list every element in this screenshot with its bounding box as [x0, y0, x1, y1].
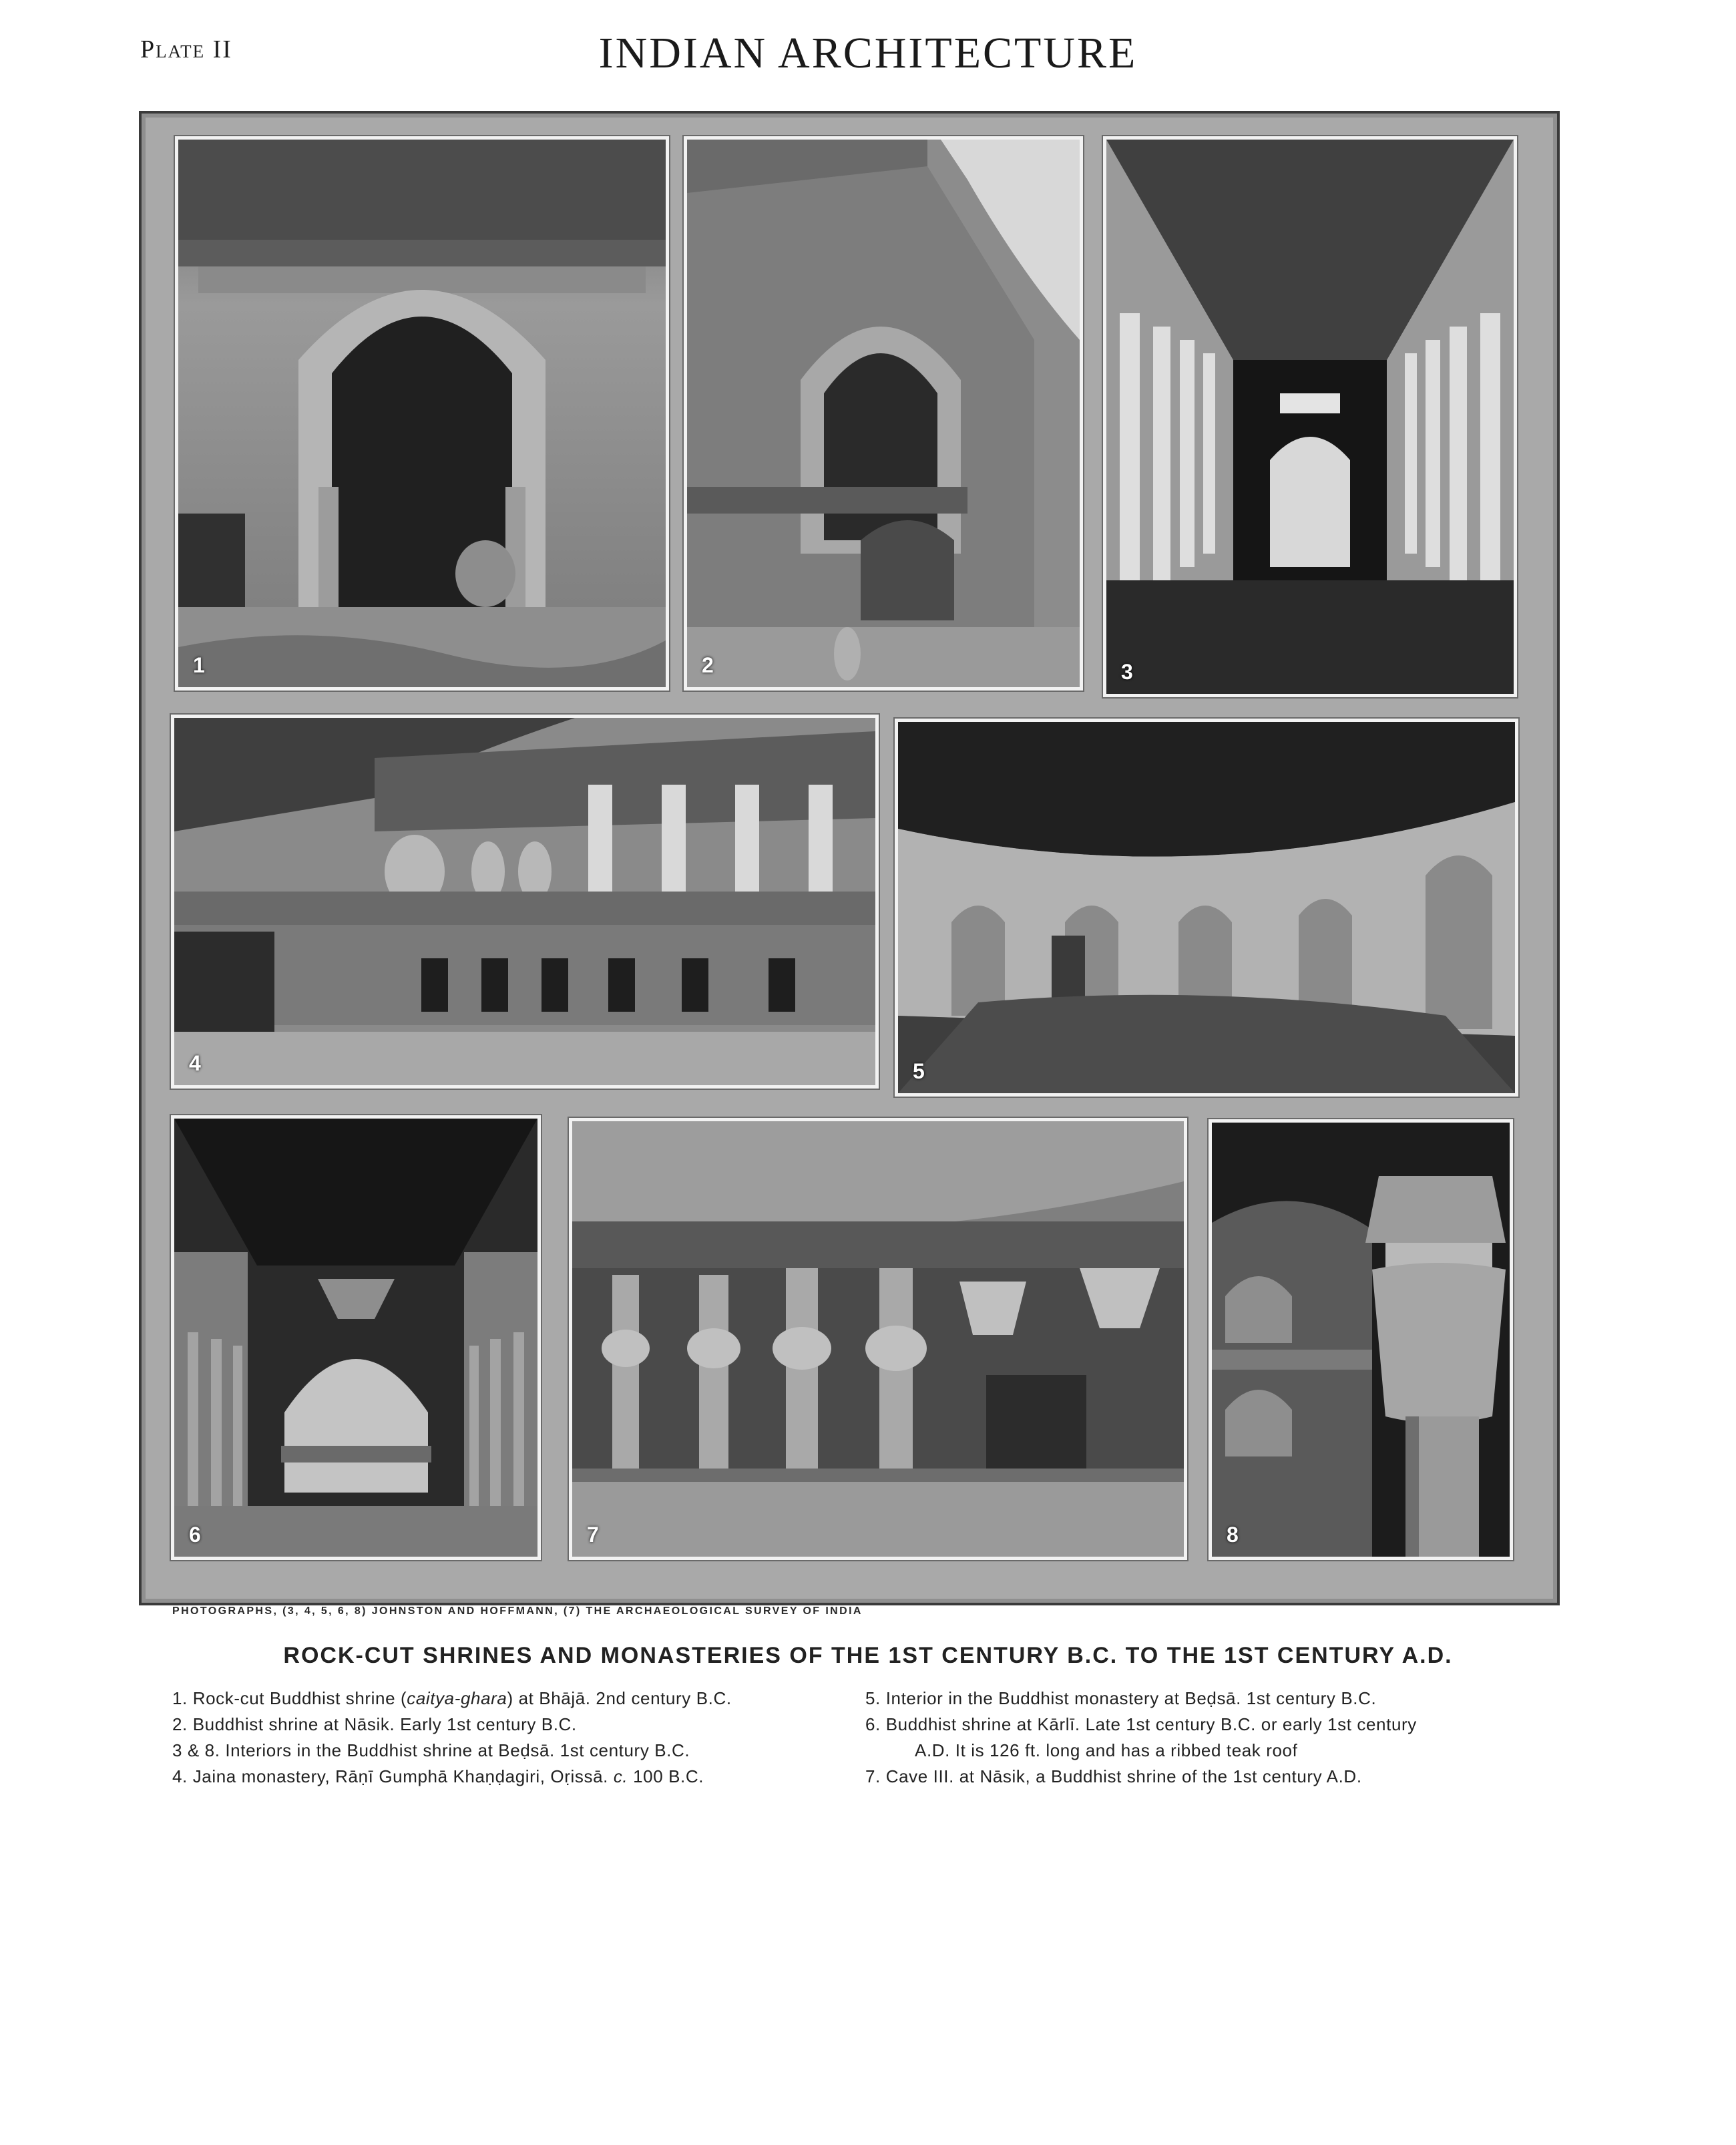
caption-3-8: 3 & 8. Interiors in the Buddhist shrine at Beḍsā. 1st century B.C. — [172, 1740, 690, 1760]
caitya-arch-facade-photo — [178, 140, 666, 687]
pillared-veranda-photo — [572, 1121, 1184, 1557]
photo-1 — [175, 136, 669, 691]
page-title: INDIAN ARCHITECTURE — [598, 29, 1138, 77]
plate-label: Plate II — [140, 35, 232, 63]
photo-number: 2 — [702, 653, 714, 677]
monastery-interior-photo — [898, 722, 1515, 1093]
stupa-hall-interior-photo — [1106, 140, 1514, 694]
photo-5 — [895, 719, 1518, 1097]
photo-8 — [1209, 1119, 1513, 1560]
photo-number: 8 — [1227, 1523, 1239, 1547]
photo-number: 3 — [1121, 660, 1133, 684]
photo-6 — [171, 1115, 541, 1560]
photo-number: 5 — [913, 1059, 925, 1083]
caption-4: 4. Jaina monastery, Rāṇī Gumphā Khaṇḍagiri, Oṛissā. c. 100 B.C. — [172, 1766, 704, 1786]
photo-number: 1 — [193, 653, 205, 677]
photo-3 — [1103, 136, 1517, 697]
caption-1: 1. Rock-cut Buddhist shrine (caitya-ghara) at Bhājā. 2nd century B.C. — [172, 1688, 732, 1708]
photo-number: 7 — [587, 1523, 599, 1547]
caption-title: ROCK-CUT SHRINES AND MONASTERIES OF THE 1ST CENTURY B.C. TO THE 1ST CENTURY A.D. — [283, 1643, 1453, 1668]
captions-left — [172, 1686, 847, 1790]
photo-7 — [569, 1118, 1187, 1560]
caption-5: 5. Interior in the Buddhist monastery at Beḍsā. 1st century B.C. — [865, 1688, 1377, 1708]
photo-4 — [171, 715, 879, 1089]
caption-2: 2. Buddhist shrine at Nāsik. Early 1st century B.C. — [172, 1714, 577, 1734]
photo-2 — [684, 136, 1083, 691]
pillar-capital-detail-photo — [1212, 1123, 1510, 1557]
stupa-hall-interior-photo — [174, 1119, 537, 1557]
photo-number: 4 — [189, 1051, 201, 1075]
photo-plate — [139, 111, 1560, 1605]
caption-7: 7. Cave III. at Nāsik, a Buddhist shrine of the 1st century A.D. — [865, 1766, 1362, 1786]
caption-6: 6. Buddhist shrine at Kārlī. Late 1st century B.C. or early 1st century A.D. It is 126 ft. long and has a ribbed teak roof — [865, 1714, 1417, 1760]
photo-credit: PHOTOGRAPHS, (3, 4, 5, 6, 8) JOHNSTON AND HOFFMANN, (7) THE ARCHAEOLOGICAL SURVEY OF INDIA — [172, 1605, 863, 1617]
caitya-arch-facade-photo — [687, 140, 1080, 687]
photo-number: 6 — [189, 1523, 201, 1547]
captions-right — [865, 1686, 1540, 1790]
monastery-facade-photo — [174, 718, 875, 1085]
